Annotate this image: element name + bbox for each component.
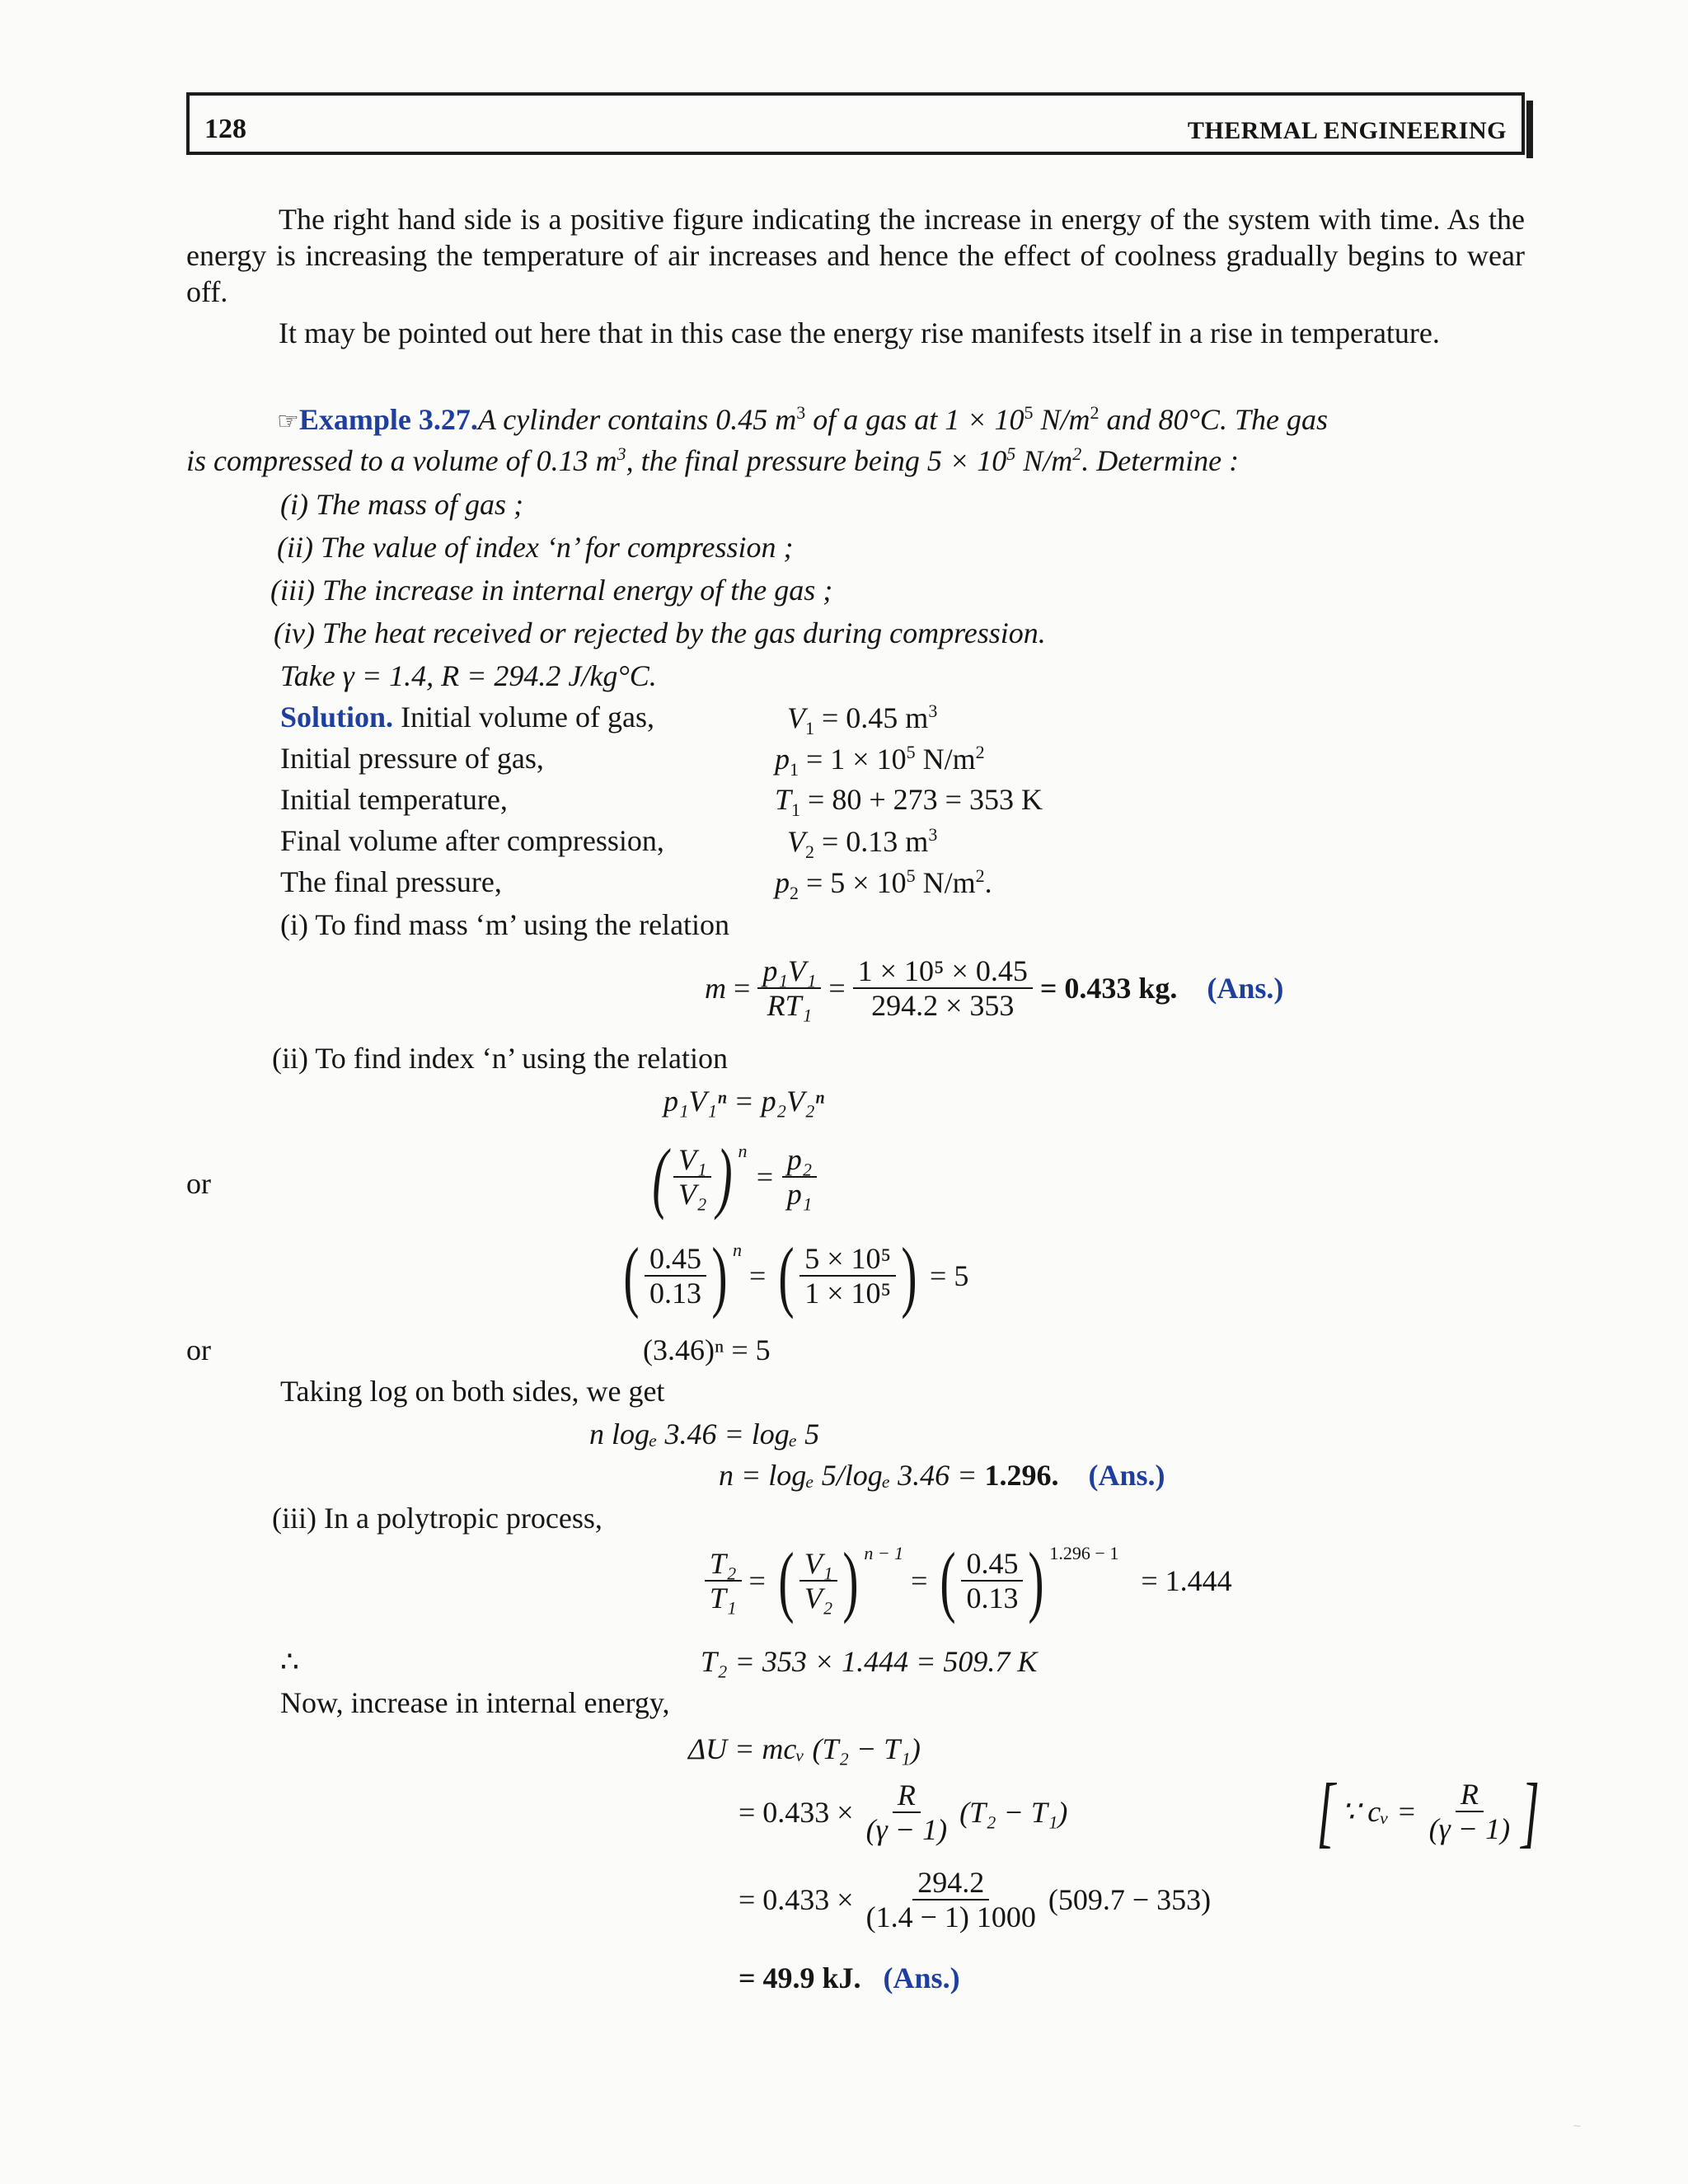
solution-label-row-3: Initial temperature, xyxy=(280,783,508,816)
or-label-1: or xyxy=(186,1167,211,1200)
intro-paragraph-1: The right hand side is a positive figure indicating the increase in energy of the system with time. As the energy is increasing the temperature of air increases and hence the effect of coolness gradually begins to wear off. xyxy=(186,203,1525,308)
example-label: Example 3.27. xyxy=(298,403,478,436)
delta-u-result: = 49.9 kJ. (Ans.) xyxy=(738,1961,960,1994)
solution-label-row-5: The final pressure, xyxy=(280,865,502,898)
watermark-icon: ~ xyxy=(1573,2120,1581,2134)
solution-label: Solution. xyxy=(280,701,394,733)
temperature-ratio-equation: $\frac{\text{T₂}}{\text{T₁}}$ = ( $\frac{\text{V₁}}{\text{V₂}}$ ) $^{n - 1}$ = ( $\frac{0.45}{0.13}$ ) $^{1.296 - 1}$ = 1.444 xyxy=(705,1541,1232,1620)
t2-result: T₂ = 353 × 1.444 = 509.7 K xyxy=(701,1645,1038,1678)
therefore-symbol: ∴ xyxy=(280,1645,299,1678)
taking-log-text: Taking log on both sides, we get xyxy=(280,1375,665,1408)
solution-label-row-4: Final volume after compression, xyxy=(280,824,664,857)
mass-result: = 0.433 kg. xyxy=(1039,972,1178,1005)
numeric-ratio-equation: ( $\frac{0.45}{0.13}$ ) $^n$ = ( $\frac{\text{5 × 10⁵}}{\text{1 × 10⁵}}$ ) = 5 xyxy=(623,1231,969,1319)
delta-u-step-2: = 0.433 × $\frac{R}{(\gamma - 1)}$ (T₂ − T₁) xyxy=(738,1779,1068,1846)
power-equation: (3.46)ⁿ = 5 xyxy=(643,1333,771,1366)
example-item-3: (iii) The increase in internal energy of the gas ; xyxy=(270,574,833,607)
running-title: THERMAL ENGINEERING xyxy=(1187,117,1507,144)
solution-label-row-2: Initial pressure of gas, xyxy=(280,742,544,775)
pointing-hand-icon: ☞ xyxy=(277,408,299,435)
mass-fraction-numeric: $\frac{\text{1 × 10⁵ × 0.45}}{294.2 \times 353}$ xyxy=(853,956,1033,1020)
part2-intro: (ii) To find index ‘n’ using the relation xyxy=(272,1042,729,1075)
polytropic-relation: p₁V₁ⁿ = p₂V₂ⁿ xyxy=(663,1085,825,1118)
solution-value-row-4: $V_2 = 0.13$ $m^3$ xyxy=(787,824,938,863)
mass-fraction-symbolic: $\frac{\text{p₁V₁}}{\text{RT₁}}$ xyxy=(757,956,821,1020)
answer-tag: (Ans.) xyxy=(883,1961,960,1994)
delta-u-equation: ΔU = mcᵥ (T₂ − T₁) xyxy=(688,1732,921,1765)
or-label-2: or xyxy=(186,1333,211,1366)
log-equation-2: n = logₑ 5/logₑ 3.46 = 1.296. (Ans.) xyxy=(719,1459,1165,1492)
solution-value-row-2: $p_1 = 1 \times 10^5$ $N/m^2$ xyxy=(775,742,985,780)
example-given-constants: Take γ = 1.4, R = 294.2 J/kg°C. xyxy=(280,659,657,692)
solution-value-row-5: $p_2 = 5 \times 10^5$ $N/m^2$. xyxy=(775,865,992,904)
mass-equation: m = $\frac{\text{p₁V₁}}{\text{RT₁}}$ = $\frac{\text{1 × 10⁵ × 0.45}}{294.2 \times 353}$ = 0.433 kg. (Ans.) xyxy=(705,954,1284,1022)
part3-intro: (iii) In a polytropic process, xyxy=(272,1502,603,1535)
solution-label-row-1: Solution. Initial volume of gas, xyxy=(280,701,654,733)
intro-paragraph-2: It may be pointed out here that in this case the energy rise manifests itself in a rise in temperature. xyxy=(279,316,1440,349)
delta-u-step-3: = 0.433 × $\frac{294.2}{(1.4 - 1) 1000}$ (509.7 − 353) xyxy=(738,1866,1212,1933)
example-statement-line1: ☞Example 3.27.A cylinder contains 0.45 $m^3$ of a gas at $1 \times 10^5$ $N/m^2$ and 80°C. The gas xyxy=(277,402,1328,436)
internal-energy-intro: Now, increase in internal energy, xyxy=(280,1686,670,1719)
page-header xyxy=(186,92,1525,155)
volume-ratio-equation: ( $\frac{\text{V₁}}{\text{V₂}}$ ) $^n$ = $\frac{\text{p₂}}{\text{p₁}}$ xyxy=(647,1137,817,1216)
answer-tag: (Ans.) xyxy=(1207,972,1284,1005)
answer-tag: (Ans.) xyxy=(1088,1459,1165,1492)
example-statement-line2: is compressed to a volume of 0.13 $m^3$, the final pressure being $5 \times 10^5$ $N/m^2$. Determine : xyxy=(186,443,1240,477)
solution-value-row-1: $V_1 = 0.45$ $m^3$ xyxy=(787,701,938,739)
part1-intro: (i) To find mass ‘m’ using the relation xyxy=(280,908,730,941)
example-item-4: (iv) The heat received or rejected by the gas during compression. xyxy=(274,616,1046,649)
cv-note: [ ∵ cᵥ = $\frac{R}{(\gamma - 1)}$ ] xyxy=(1316,1767,1540,1855)
page-number: 128 xyxy=(204,114,246,144)
example-item-2: (ii) The value of index ‘n’ for compression ; xyxy=(277,531,794,564)
solution-value-row-3: $T_1 = 80 + 273 = 353$ K xyxy=(775,783,1043,821)
example-item-1: (i) The mass of gas ; xyxy=(280,488,523,521)
log-equation-1: n logₑ 3.46 = logₑ 5 xyxy=(589,1418,820,1451)
